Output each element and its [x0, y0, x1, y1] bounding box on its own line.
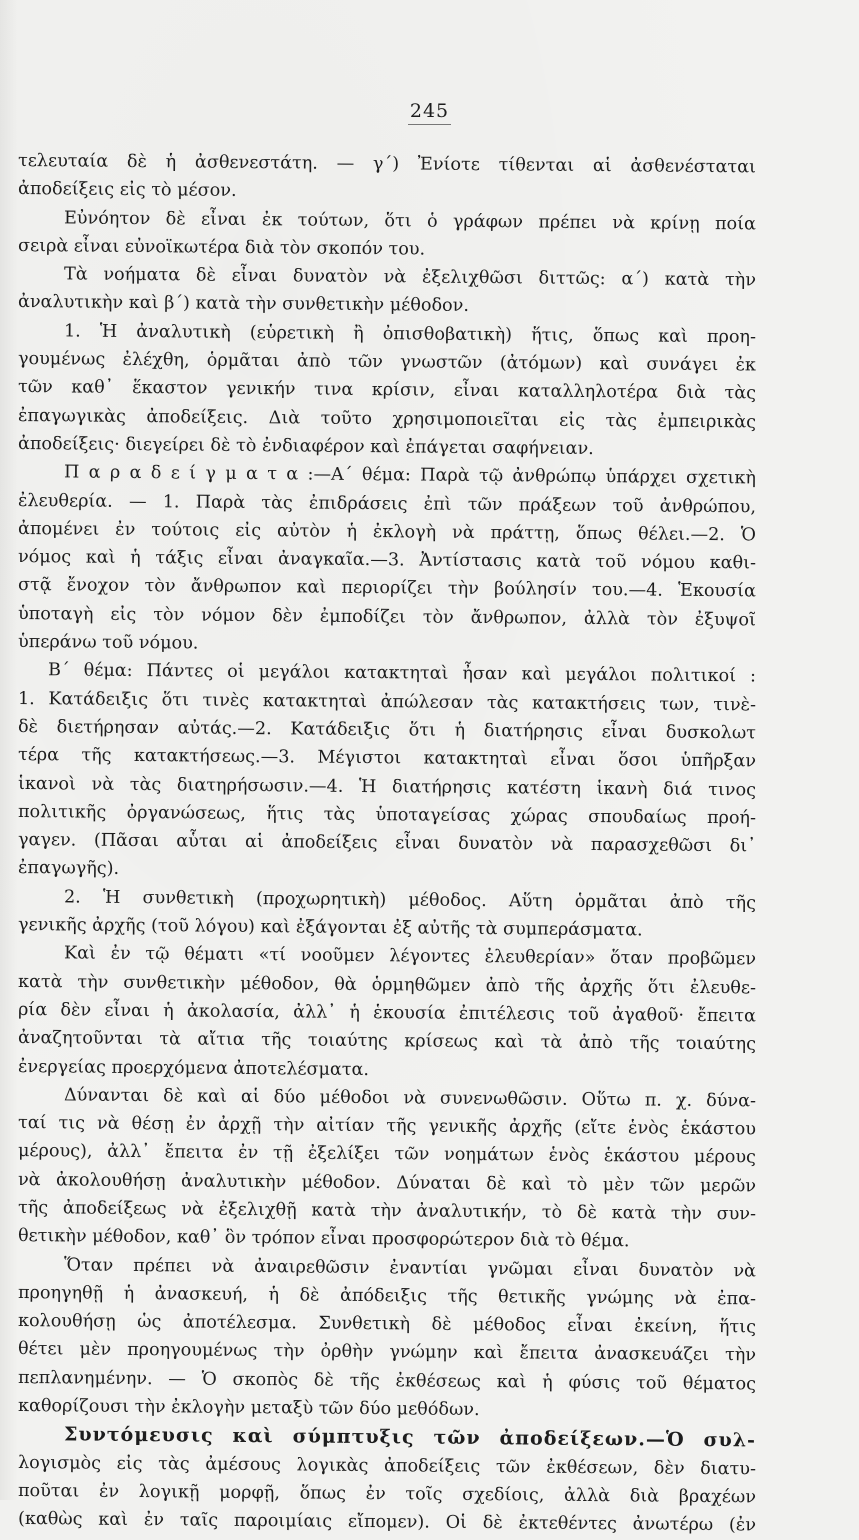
text-line: πεπλανημένην. — Ὁ σκοπὸς δὲ τῆς ἐκθέσεως καὶ ἡ φύσις τοῦ θέματος: [17, 1367, 757, 1395]
text-line: κατὰ τὴν συνθετικὴν μέθοδον, θὰ ὁρμηθῶμεν ἀπὸ τῆς ἀρχῆς ὅτι ἐλευθε-: [17, 971, 757, 999]
text-line: Εὐνόητον δὲ εἶναι ἐκ τούτων, ὅτι ὁ γράφων πρέπει νὰ κρίνῃ ποία: [63, 207, 757, 235]
text-line: 2. Ἡ συνθετικὴ (προχωρητικὴ) μέθοδος. Αὕτη ὁρμᾶται ἀπὸ τῆς: [63, 887, 757, 914]
text-line: ἐπαγωγῆς).: [17, 858, 120, 880]
text-line: γουμένως ἐλέχθη, ὁρμᾶται ἀπὸ τῶν γνωστῶν (ἀτόμων) καὶ συνάγει ἐκ: [17, 349, 757, 376]
text-line: (καθὼς καὶ ἐν ταῖς παροιμίαις εἴπομεν). Οἱ δὲ ἐκτεθέντες ἀνωτέρω (ἐν: [17, 1509, 757, 1536]
text-line: προηγηθῇ ἡ ἀνασκευή, ἡ δὲ ἀπόδειξις τῆς θετικῆς γνώμης νὰ ἐπα-: [17, 1282, 757, 1310]
text-line: ἐπαγωγικὰς ἀποδείξεις. Διὰ τοῦτο χρησιμοποιεῖται εἰς τὰς ἐμπειρικὰς: [17, 405, 757, 433]
text-line: τῶν καθ᾽ ἕκαστον γενικήν τινα κρίσιν, εἶναι καταλληλοτέρα διὰ τὰς: [17, 377, 757, 404]
text-line: 1. Κατάδειξις ὅτι τινὲς κατακτηταὶ ἀπώλεσαν τὰς κατακτήσεις των, τινὲ-: [17, 688, 757, 716]
text-line: τελευταία δὲ ἡ ἀσθενεστάτη. — γ΄) Ἐνίοτε τίθενται αἱ ἀσθενέσταται: [17, 151, 757, 178]
text-line: ρία δὲν εἶναι ἡ ἀκολασία, ἀλλ᾽ ἡ ἑκουσία ἐπιτέλεσις τοῦ ἀγαθοῦ· ἔπειτα: [17, 999, 757, 1027]
text-line: λογισμὸς εἰς τὰς ἀμέσους λογικὰς ἀποδείξεις τῶν ἐκθέσεων, δὲν διατυ-: [17, 1452, 757, 1480]
text-line: ἐλευθερία. — 1. Παρὰ τὰς ἐπιδράσεις ἐπὶ τῶν πράξεων τοῦ ἀνθρώπου,: [17, 490, 757, 518]
text-line: γενικῆς ἀρχῆς (τοῦ λόγου) καὶ ἐξάγονται ἐξ αὐτῆς τὰ συμπεράσματα.: [17, 915, 643, 941]
text-line: ταί τις νὰ θέσῃ ἐν ἀρχῇ τὴν αἰτίαν τῆς γενικῆς ἀρχῆς (εἴτε ἑνὸς ἑκάστου: [17, 1113, 757, 1140]
text-line: σειρὰ εἶναι εὐνοϊκωτέρα διὰ τὸν σκοπόν του.: [17, 235, 426, 260]
text-line: γαγεν. (Πᾶσαι αὗται αἱ ἀποδείξεις εἶναι δυνατὸν νὰ παρασχεθῶσι δι᾽: [17, 830, 757, 857]
text-line: ἀναλυτικὴν καὶ β΄) κατὰ τὴν συνθετικὴν μέθοδον.: [17, 292, 470, 317]
text-line: ὑπεράνω τοῦ νόμου.: [17, 632, 199, 654]
text-line: καθορίζουσι τὴν ἐκλογὴν μεταξὺ τῶν δύο μεθόδων.: [17, 1396, 480, 1421]
text-line: ποῦται ἐν λογικῇ μορφῇ, ὅπως ἐν τοῖς σχεδίοις, ἀλλὰ διὰ βραχέων: [17, 1480, 757, 1508]
text-line: θέτει μὲν προηγουμένως τὴν ὀρθὴν γνώμην καὶ ἔπειτα ἀνασκευάζει τὴν: [17, 1339, 757, 1366]
text-line: δὲ διετήρησαν αὐτάς.—2. Κατάδειξις ὅτι ἡ διατήρησις εἶναι δυσκολωτ: [17, 716, 757, 744]
text-line: στᾷ ἔνοχον τὸν ἄνθρωπον καὶ περιορίζει τὴν βούλησίν του.—4. Ἑκουσία: [17, 575, 757, 602]
text-line: κολουθήσῃ ὡς ἀποτέλεσμα. Συνθετικὴ δὲ μέθοδος εἶναι ἐκείνη, ἥτις: [17, 1311, 757, 1338]
text-line: Π α ρ α δ ε ί γ μ α τ α :—Α΄ θέμα: Παρὰ τῷ ἀνθρώπῳ ὑπάρχει σχετικὴ: [63, 462, 757, 489]
text-line: ἐνεργείας προερχόμενα ἀποτελέσματα.: [17, 1056, 370, 1080]
text-line: τέρα τῆς κατακτήσεως.—3. Μέγιστοι κατακτηταὶ εἶναι ὅσοι ὑπῆρξαν: [17, 745, 757, 772]
text-line: ὑποταγὴ εἰς τὸν νόμον δὲν ἐμποδίζει τὸν ἄνθρωπον, ἀλλὰ τὸν ἐξυψοῖ: [17, 603, 757, 631]
body-text: [18, 147, 756, 1534]
text-line: ἀποδείξεις· διεγείρει δὲ τὸ ἐνδιαφέρον καὶ ἐπάγεται σαφήνειαν.: [17, 433, 594, 459]
text-line: τῆς ἀποδείξεως νὰ ἐξελιχθῇ κατὰ τὴν ἀναλυτικήν, τὸ δὲ κατὰ τὴν συν-: [17, 1197, 757, 1225]
text-line: ἀναζητοῦνται τὰ αἴτια τῆς τοιαύτης κρίσεως καὶ τὰ ἀπὸ τῆς τοιαύτης: [17, 1028, 757, 1055]
text-line: Καὶ ἐν τῷ θέματι «τί νοοῦμεν λέγοντες ἐλευθερίαν» ὅταν προβῶμεν: [63, 943, 757, 970]
text-line: νόμος καὶ ἡ τάξις εἶναι ἀναγκαῖα.—3. Ἀντίστασις κατὰ τοῦ νόμου καθι-: [17, 547, 757, 574]
text-line: Συντόμευσις καὶ σύμπτυξις τῶν ἀποδείξεων.—Ὁ συλ-: [63, 1423, 757, 1452]
text-line: ἀποδείξεις εἰς τὸ μέσον.: [17, 179, 237, 202]
text-line: ἀπομένει ἐν τούτοις εἰς αὐτὸν ἡ ἐκλογὴ νὰ πράττῃ, ὅπως θέλει.—2. Ὁ: [17, 518, 757, 546]
page-number: [0, 100, 859, 122]
text-line: μέρους), ἀλλ᾽ ἔπειτα ἐν τῇ ἐξελίξει τῶν νοημάτων ἑνὸς ἑκάστου μέρους: [17, 1141, 757, 1168]
text-line: Δύνανται δὲ καὶ αἱ δύο μέθοδοι νὰ συνενωθῶσιν. Οὕτω π. χ. δύνα-: [63, 1085, 757, 1112]
text-line: Β΄ θέμα: Πάντες οἱ μεγάλοι κατακτηταὶ ἦσαν καὶ μεγάλοι πολιτικοί :: [47, 660, 757, 687]
text-line: θετικὴν μέθοδον, καθ᾽ ὃν τρόπον εἶναι προσφορώτερον διὰ τὸ θέμα.: [17, 1226, 630, 1252]
text-line: Τὰ νοήματα δὲ εἶναι δυνατὸν νὰ ἐξελιχθῶσι διττῶς: α΄) κατὰ τὴν: [63, 264, 757, 291]
page-number-text: 245: [408, 100, 451, 125]
text-line: πολιτικῆς ὀργανώσεως, ἥτις τὰς ὑποταγείσας χώρας σπουδαίως προή-: [17, 801, 757, 829]
text-line: νὰ ἀκολουθήσῃ ἀναλυτικὴν μέθοδον. Δύναται δὲ καὶ τὸ μὲν τῶν μερῶν: [17, 1169, 757, 1197]
text-line: Ὅταν πρέπει νὰ ἀναιρεθῶσιν ἐναντίαι γνῶμαι εἶναι δυνατὸν νὰ: [63, 1254, 757, 1282]
text-line: 1. Ἡ ἀναλυτικὴ (εὑρετικὴ ἢ ὀπισθοβατικὴ) ἥτις, ὅπως καὶ προη-: [63, 321, 757, 348]
text-line: ἱκανοὶ νὰ τὰς διατηρήσωσιν.—4. Ἡ διατήρησις κατέστη ἱκανὴ διά τινος: [17, 773, 757, 800]
